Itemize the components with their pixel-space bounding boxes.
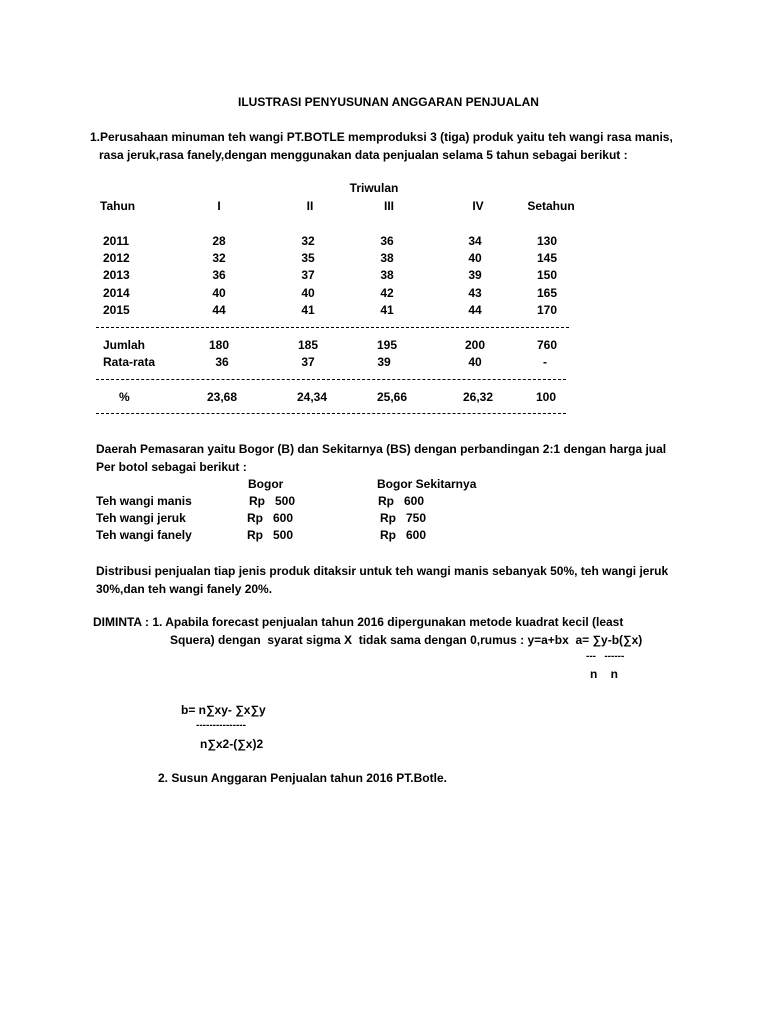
- jumlah-cell: 185: [297, 338, 319, 352]
- table-cell: 32: [212, 251, 226, 265]
- percent-cell: 26,32: [462, 390, 494, 404]
- intro-line-2: rasa jeruk,rasa fanely,dengan menggunakan data penjualan selama 5 tahun sebagai berikut :: [99, 148, 628, 162]
- rata-rata-cell: 39: [377, 355, 391, 369]
- table-cell: 43: [468, 286, 482, 300]
- rata-rata-cell: 40: [468, 355, 482, 369]
- table-cell-year: 2011: [103, 234, 130, 248]
- price-header-bogor-sekitarnya: Bogor Sekitarnya: [377, 477, 477, 491]
- table-cell: 165: [536, 286, 558, 300]
- table-cell: 170: [536, 303, 558, 317]
- jumlah-label: Jumlah: [103, 338, 146, 352]
- column-header: Tahun: [100, 199, 136, 213]
- column-header: II: [306, 199, 314, 213]
- percent-label: %: [119, 390, 130, 404]
- diminta-item-2: 2. Susun Anggaran Penjualan tahun 2016 PT.Botle.: [158, 771, 447, 785]
- price-product: Teh wangi fanely: [96, 528, 192, 542]
- table-divider: [96, 327, 569, 328]
- jumlah-cell: 760: [536, 338, 558, 352]
- jumlah-cell: 195: [376, 338, 398, 352]
- table-cell: 42: [380, 286, 394, 300]
- price-bogor-sekitarnya: Rp 600: [380, 528, 427, 542]
- table-cell: 145: [536, 251, 558, 265]
- table-cell: 40: [301, 286, 315, 300]
- market-text-2: Per botol sebagai berikut :: [96, 460, 247, 474]
- table-cell-year: 2013: [103, 268, 130, 282]
- formula-b-numerator: b= n∑xy- ∑x∑y: [181, 703, 266, 717]
- table-cell-year: 2015: [103, 303, 130, 317]
- percent-cell: 23,68: [206, 390, 238, 404]
- table-cell: 34: [468, 234, 482, 248]
- table-cell-year: 2012: [103, 251, 130, 265]
- table-cell: 35: [301, 251, 315, 265]
- table-cell: 39: [468, 268, 482, 282]
- table-cell: 40: [468, 251, 482, 265]
- page-title: ILUSTRASI PENYUSUNAN ANGGARAN PENJUALAN: [238, 95, 539, 109]
- table-cell: 38: [380, 268, 394, 282]
- table-cell: 28: [212, 234, 226, 248]
- percent-cell: 24,34: [296, 390, 328, 404]
- table-cell: 36: [380, 234, 394, 248]
- price-bogor-sekitarnya: Rp 600: [378, 494, 425, 508]
- table-cell-year: 2014: [103, 286, 130, 300]
- table-divider: [96, 379, 566, 380]
- table-cell: 130: [536, 234, 558, 248]
- triwulan-header: Triwulan: [349, 181, 399, 195]
- table-cell: 41: [380, 303, 394, 317]
- price-bogor: Rp 500: [249, 494, 296, 508]
- table-cell: 40: [212, 286, 226, 300]
- distribution-text-1: Distribusi penjualan tiap jenis produk ditaksir untuk teh wangi manis sebanyak 50%, teh wangi jeruk: [96, 564, 669, 578]
- price-bogor: Rp 600: [247, 511, 294, 525]
- table-cell: 37: [301, 268, 315, 282]
- market-text-1: Daerah Pemasaran yaitu Bogor (B) dan Sekitarnya (BS) dengan perbandingan 2:1 dengan harga jual: [96, 442, 667, 456]
- intro-line-1: 1.Perusahaan minuman teh wangi PT.BOTLE memproduksi 3 (tiga) produk yaitu teh wangi rasa manis,: [90, 130, 673, 144]
- column-header: Setahun: [527, 199, 575, 213]
- price-bogor-sekitarnya: Rp 750: [380, 511, 427, 525]
- price-product: Teh wangi manis: [96, 494, 192, 508]
- formula-b-denominator: n∑x2-(∑x)2: [200, 737, 264, 751]
- formula-b-line: ---------------: [196, 720, 246, 731]
- table-cell: 44: [212, 303, 226, 317]
- price-product: Teh wangi jeruk: [96, 511, 186, 525]
- rata-rata-cell: -: [543, 355, 547, 369]
- table-cell: 32: [301, 234, 315, 248]
- table-divider: [96, 413, 566, 414]
- table-cell: 36: [212, 268, 226, 282]
- formula-fraction-lines: --- ------: [586, 651, 625, 662]
- jumlah-cell: 180: [208, 338, 230, 352]
- column-header: I: [217, 199, 221, 213]
- price-bogor: Rp 500: [247, 528, 294, 542]
- percent-cell: 25,66: [376, 390, 408, 404]
- diminta-text-1: DIMINTA : 1. Apabila forecast penjualan tahun 2016 dipergunakan metode kuadrat kecil (least: [93, 615, 624, 629]
- percent-cell: 100: [535, 390, 557, 404]
- jumlah-cell: 200: [464, 338, 486, 352]
- distribution-text-2: 30%,dan teh wangi fanely 20%.: [96, 582, 273, 596]
- table-cell: 150: [536, 268, 558, 282]
- formula-denominators: n n: [590, 667, 618, 681]
- rata-rata-cell: 36: [215, 355, 229, 369]
- diminta-text-2: Squera) dengan syarat sigma X tidak sama dengan 0,rumus : y=a+bx a= ∑y-b(∑x): [170, 633, 643, 647]
- rata-rata-cell: 37: [301, 355, 315, 369]
- table-cell: 41: [301, 303, 315, 317]
- rata-rata-label: Rata-rata: [103, 355, 156, 369]
- column-header: III: [383, 199, 395, 213]
- price-header-bogor: Bogor: [248, 477, 284, 491]
- table-cell: 38: [380, 251, 394, 265]
- table-cell: 44: [468, 303, 482, 317]
- column-header: IV: [472, 199, 484, 213]
